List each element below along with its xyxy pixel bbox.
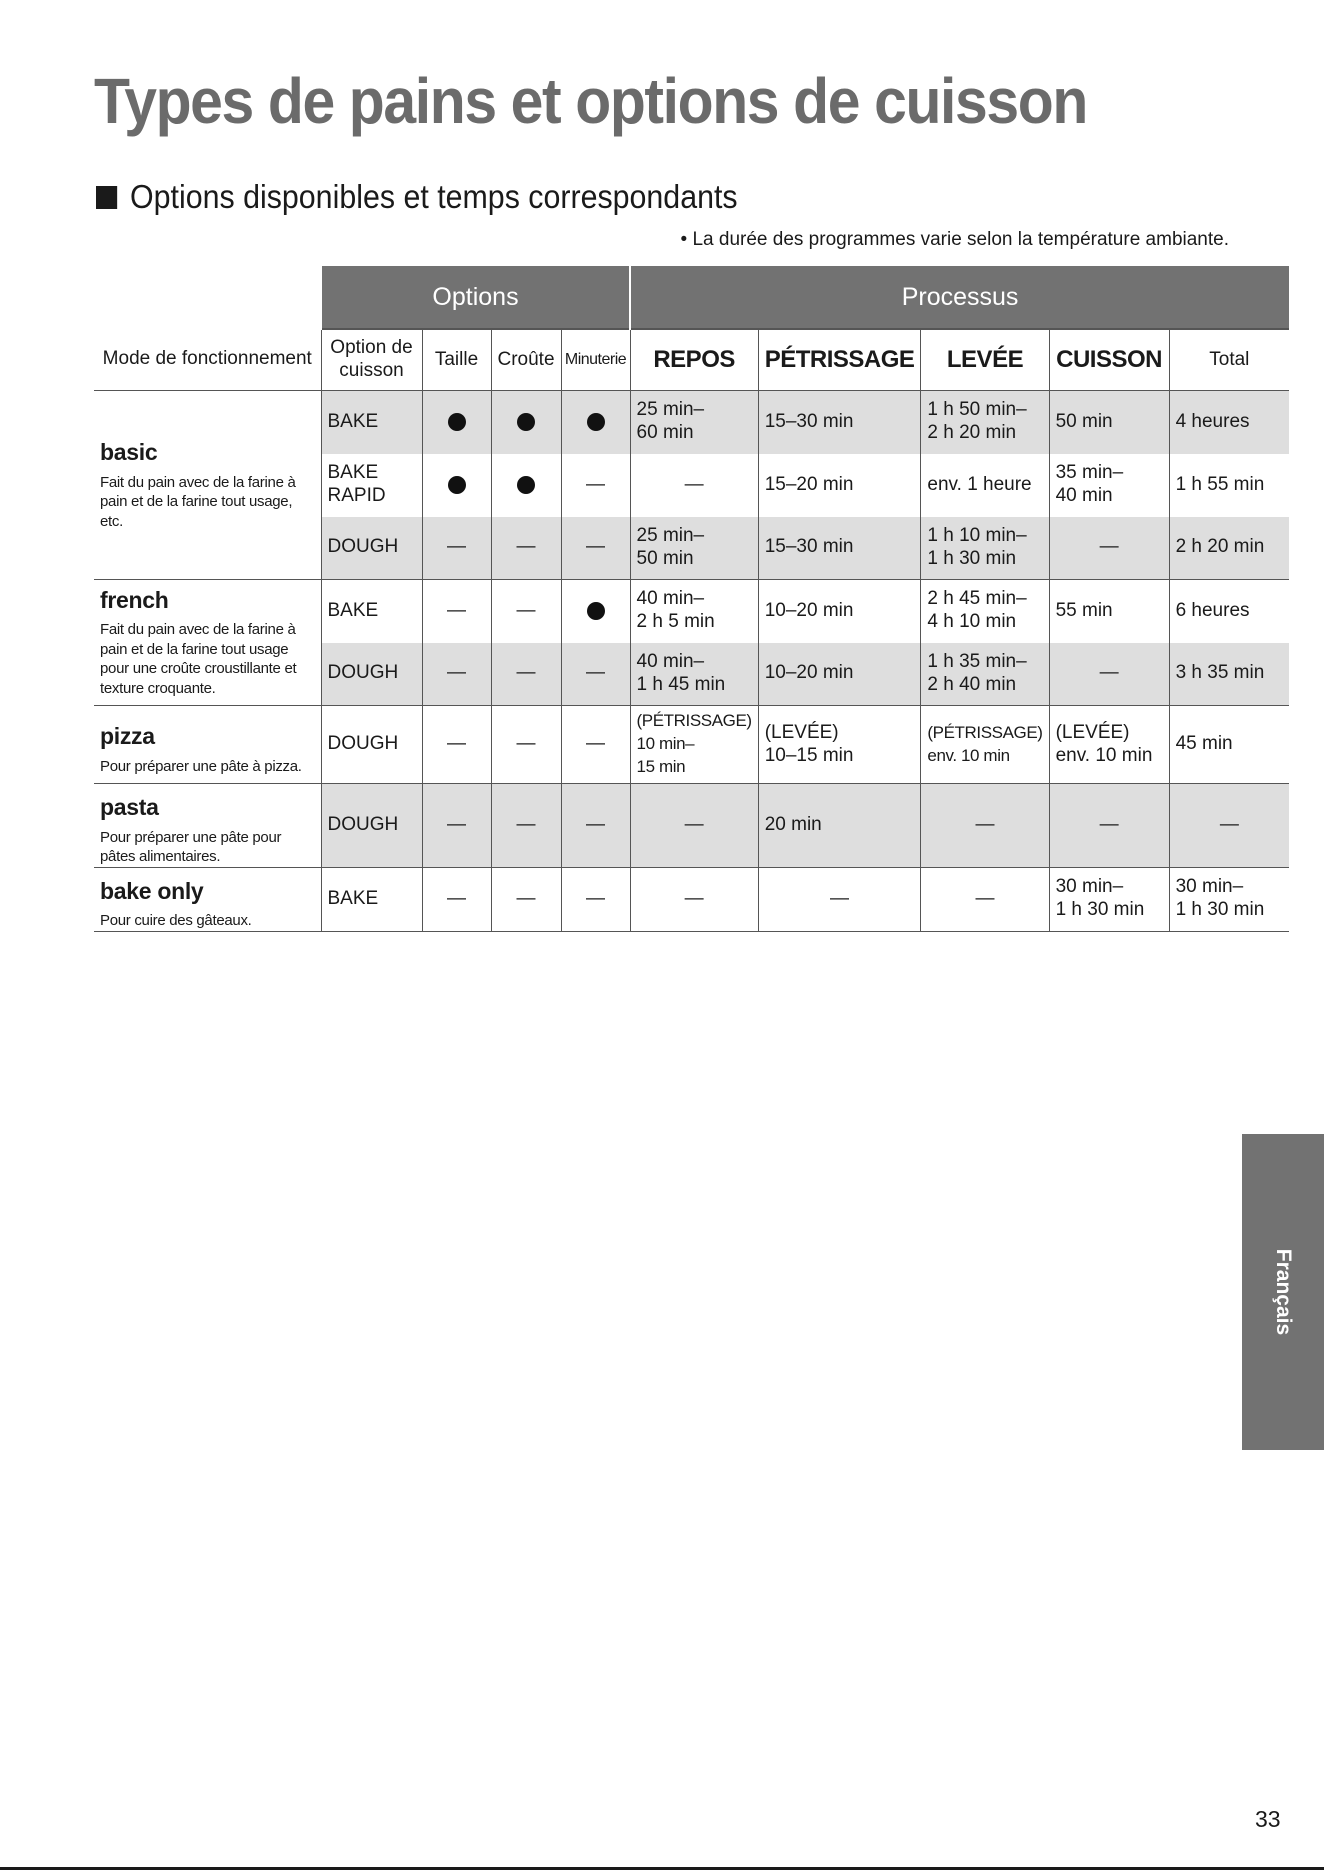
cell-value: 45 min xyxy=(1175,733,1233,755)
cell-value: 3 h 35 min xyxy=(1175,662,1265,684)
cell-value: (LEVÉE) 10–15 min xyxy=(764,721,854,766)
column-header-row xyxy=(94,329,1289,391)
cell-repos xyxy=(630,784,758,868)
cell-petrissage xyxy=(758,517,921,580)
cell-option xyxy=(321,706,422,784)
cell-value: — xyxy=(586,662,606,684)
cell-value: — xyxy=(975,887,995,909)
cell-repos xyxy=(630,706,758,784)
header-cuisson: CUISSON xyxy=(1049,329,1169,391)
cell-value: 50 min xyxy=(1055,410,1113,432)
cell-repos xyxy=(630,517,758,580)
cell-repos xyxy=(630,643,758,706)
table-row xyxy=(94,867,1289,931)
cell-value: — xyxy=(586,813,606,835)
mode-name: pizza xyxy=(100,722,155,749)
header-minuterie: Minuterie xyxy=(561,329,630,391)
cell-total xyxy=(1169,454,1289,517)
cell-value: 15–30 min xyxy=(764,536,854,558)
section-heading-text: Options disponibles et temps correspondants xyxy=(130,178,738,215)
cell-levee xyxy=(921,706,1049,784)
mode-cell xyxy=(94,784,321,868)
cell-croute xyxy=(491,643,561,706)
mode-description: Fait du pain avec de la farine à pain et de la farine tout usage, etc. xyxy=(100,473,296,530)
cell-total xyxy=(1169,706,1289,784)
language-label: Français xyxy=(1272,1248,1295,1336)
cell-option xyxy=(321,580,422,643)
cell-petrissage xyxy=(758,580,921,643)
cell-value: 2 h 20 min xyxy=(1175,536,1265,558)
cell-levee xyxy=(921,643,1049,706)
mode-description: Fait du pain avec de la farine à pain et de la farine tout usage pour une croûte croustillante et texture croquante. xyxy=(100,621,297,697)
cell-taille xyxy=(422,643,491,706)
cell-cuisson xyxy=(1049,784,1169,868)
language-side-tab xyxy=(1242,1134,1324,1450)
cell-value: 2 h 45 min– 4 h 10 min xyxy=(927,588,1027,633)
cell-minuterie xyxy=(561,643,630,706)
filled-dot-icon xyxy=(448,413,466,431)
cell-total xyxy=(1169,580,1289,643)
cell-value: — xyxy=(975,813,995,835)
cell-taille xyxy=(422,580,491,643)
cell-taille xyxy=(422,517,491,580)
cell-croute xyxy=(491,784,561,868)
header-mode: Mode de fonctionnement xyxy=(102,348,312,370)
cell-value: DOUGH xyxy=(327,536,399,558)
mode-name: french xyxy=(100,586,169,613)
section-heading xyxy=(96,178,738,216)
cell-value: DOUGH xyxy=(327,813,399,835)
cell-value: — xyxy=(516,813,536,835)
cell-value: — xyxy=(1099,536,1119,558)
cell-value: BAKE xyxy=(327,410,379,432)
cell-value: 55 min xyxy=(1055,599,1113,621)
cell-total xyxy=(1169,391,1289,454)
cell-taille xyxy=(422,784,491,868)
group-options: Options xyxy=(321,266,630,329)
cell-value: 25 min– 50 min xyxy=(636,524,705,569)
filled-dot-icon xyxy=(517,476,535,494)
cell-petrissage xyxy=(758,643,921,706)
cell-value: — xyxy=(516,662,536,684)
cell-croute xyxy=(491,867,561,931)
cell-cuisson xyxy=(1049,391,1169,454)
cell-petrissage xyxy=(758,706,921,784)
cell-value: — xyxy=(516,599,536,621)
table-row xyxy=(94,784,1289,868)
cell-minuterie xyxy=(561,454,630,517)
filled-dot-icon xyxy=(587,413,605,431)
page-number: 33 xyxy=(1255,1806,1281,1832)
cell-value: (PÉTRISSAGE) env. 10 min xyxy=(927,722,1043,765)
mode-cell xyxy=(94,391,321,580)
cell-value: — xyxy=(447,536,466,558)
cell-value: 25 min– 60 min xyxy=(636,399,705,444)
cell-value: DOUGH xyxy=(327,662,399,684)
cell-value: env. 1 heure xyxy=(927,473,1032,495)
table-row xyxy=(94,706,1289,784)
cell-petrissage xyxy=(758,454,921,517)
mode-name: basic xyxy=(100,438,158,465)
mode-description: Pour cuire des gâteaux. xyxy=(100,912,252,930)
header-total: Total xyxy=(1169,329,1289,391)
group-processus: Processus xyxy=(630,266,1289,329)
page-title: Types de pains et options de cuisson xyxy=(94,65,1087,137)
cell-value: 1 h 50 min– 2 h 20 min xyxy=(927,399,1027,444)
cell-cuisson xyxy=(1049,454,1169,517)
cell-value: — xyxy=(586,887,606,909)
filled-dot-icon xyxy=(517,413,535,431)
cell-value: — xyxy=(447,733,466,755)
cell-levee xyxy=(921,867,1049,931)
cell-levee xyxy=(921,391,1049,454)
cell-taille xyxy=(422,706,491,784)
cell-repos xyxy=(630,867,758,931)
cell-minuterie xyxy=(561,580,630,643)
header-levee: LEVÉE xyxy=(921,329,1049,391)
cell-value: — xyxy=(586,733,606,755)
cell-value: (PÉTRISSAGE) 10 min– 15 min xyxy=(636,711,752,776)
header-option: Option de cuisson xyxy=(321,329,422,391)
cell-option xyxy=(321,784,422,868)
mode-name: pasta xyxy=(100,794,159,820)
cell-minuterie xyxy=(561,784,630,868)
table-row xyxy=(94,391,1289,454)
cell-value: — xyxy=(1099,813,1119,835)
filled-dot-icon xyxy=(448,476,466,494)
mode-cell xyxy=(94,580,321,706)
cell-value: — xyxy=(684,473,704,495)
cell-minuterie xyxy=(561,517,630,580)
cell-total xyxy=(1169,867,1289,931)
cell-minuterie xyxy=(561,867,630,931)
cell-option xyxy=(321,867,422,931)
cell-taille xyxy=(422,867,491,931)
cell-value: — xyxy=(447,599,466,621)
cell-minuterie xyxy=(561,706,630,784)
table-row xyxy=(94,580,1289,643)
cell-value: BAKE xyxy=(327,599,379,621)
cell-levee xyxy=(921,454,1049,517)
mode-description: Pour préparer une pâte pour pâtes alimentaires. xyxy=(100,828,282,866)
cell-levee xyxy=(921,580,1049,643)
cell-value: — xyxy=(1219,813,1239,835)
mode-cell xyxy=(94,867,321,931)
cell-croute xyxy=(491,706,561,784)
header-croute: Croûte xyxy=(491,329,561,391)
header-petrissage: PÉTRISSAGE xyxy=(758,329,921,391)
cell-levee xyxy=(921,517,1049,580)
cell-cuisson xyxy=(1049,867,1169,931)
cell-value: BAKE xyxy=(327,887,379,909)
cell-value: 1 h 10 min– 1 h 30 min xyxy=(927,524,1027,569)
cell-petrissage xyxy=(758,784,921,868)
ambient-temperature-note: • La durée des programmes varie selon la température ambiante. xyxy=(680,229,1229,250)
cell-value: 40 min– 2 h 5 min xyxy=(636,588,715,633)
cell-option xyxy=(321,391,422,454)
cell-minuterie xyxy=(561,391,630,454)
cell-option xyxy=(321,643,422,706)
cell-cuisson xyxy=(1049,517,1169,580)
bread-options-table xyxy=(94,266,1289,932)
cell-repos xyxy=(630,454,758,517)
cell-value: 20 min xyxy=(764,813,822,835)
cell-value: (LEVÉE) env. 10 min xyxy=(1055,721,1153,766)
cell-petrissage xyxy=(758,391,921,454)
cell-value: 40 min– 1 h 45 min xyxy=(636,650,726,695)
cell-value: 15–30 min xyxy=(764,410,854,432)
group-header-row xyxy=(94,266,1289,329)
cell-value: — xyxy=(516,733,536,755)
cell-croute xyxy=(491,580,561,643)
cell-taille xyxy=(422,454,491,517)
cell-value: — xyxy=(447,662,466,684)
cell-petrissage xyxy=(758,867,921,931)
mode-name: bake only xyxy=(100,877,204,904)
cell-croute xyxy=(491,391,561,454)
cell-value: 35 min– 40 min xyxy=(1055,462,1124,506)
cell-value: — xyxy=(1099,662,1119,684)
cell-cuisson xyxy=(1049,580,1169,643)
cell-value: BAKE RAPID xyxy=(327,462,386,506)
cell-value: — xyxy=(586,473,606,495)
cell-option xyxy=(321,454,422,517)
cell-cuisson xyxy=(1049,706,1169,784)
cell-croute xyxy=(491,517,561,580)
mode-cell xyxy=(94,706,321,784)
cell-option xyxy=(321,517,422,580)
cell-value: — xyxy=(586,536,606,558)
cell-repos xyxy=(630,391,758,454)
cell-value: — xyxy=(516,536,536,558)
cell-value: 1 h 35 min– 2 h 40 min xyxy=(927,650,1027,695)
header-taille: Taille xyxy=(422,329,491,391)
cell-value: 15–20 min xyxy=(764,473,854,495)
cell-repos xyxy=(630,580,758,643)
square-bullet-icon xyxy=(96,186,117,209)
cell-total xyxy=(1169,517,1289,580)
cell-taille xyxy=(422,391,491,454)
cell-value: — xyxy=(447,813,466,835)
mode-description: Pour préparer une pâte à pizza. xyxy=(100,757,302,775)
cell-value: 1 h 55 min xyxy=(1175,473,1265,495)
cell-value: 10–20 min xyxy=(764,662,854,684)
cell-value: 10–20 min xyxy=(764,599,854,621)
cell-croute xyxy=(491,454,561,517)
cell-value: 30 min– 1 h 30 min xyxy=(1175,876,1265,921)
cell-value: 6 heures xyxy=(1175,599,1250,621)
bottom-rule xyxy=(0,1867,1324,1870)
filled-dot-icon xyxy=(587,602,605,620)
header-repos: REPOS xyxy=(630,329,758,391)
cell-value: — xyxy=(684,887,704,909)
cell-value: — xyxy=(684,813,704,835)
cell-value: — xyxy=(830,887,850,909)
cell-total xyxy=(1169,784,1289,868)
cell-value: DOUGH xyxy=(327,733,399,755)
cell-total xyxy=(1169,643,1289,706)
cell-levee xyxy=(921,784,1049,868)
cell-value: — xyxy=(447,887,466,909)
cell-value: — xyxy=(516,887,536,909)
cell-cuisson xyxy=(1049,643,1169,706)
cell-value: 30 min– 1 h 30 min xyxy=(1055,876,1145,921)
cell-value: 4 heures xyxy=(1175,410,1250,432)
